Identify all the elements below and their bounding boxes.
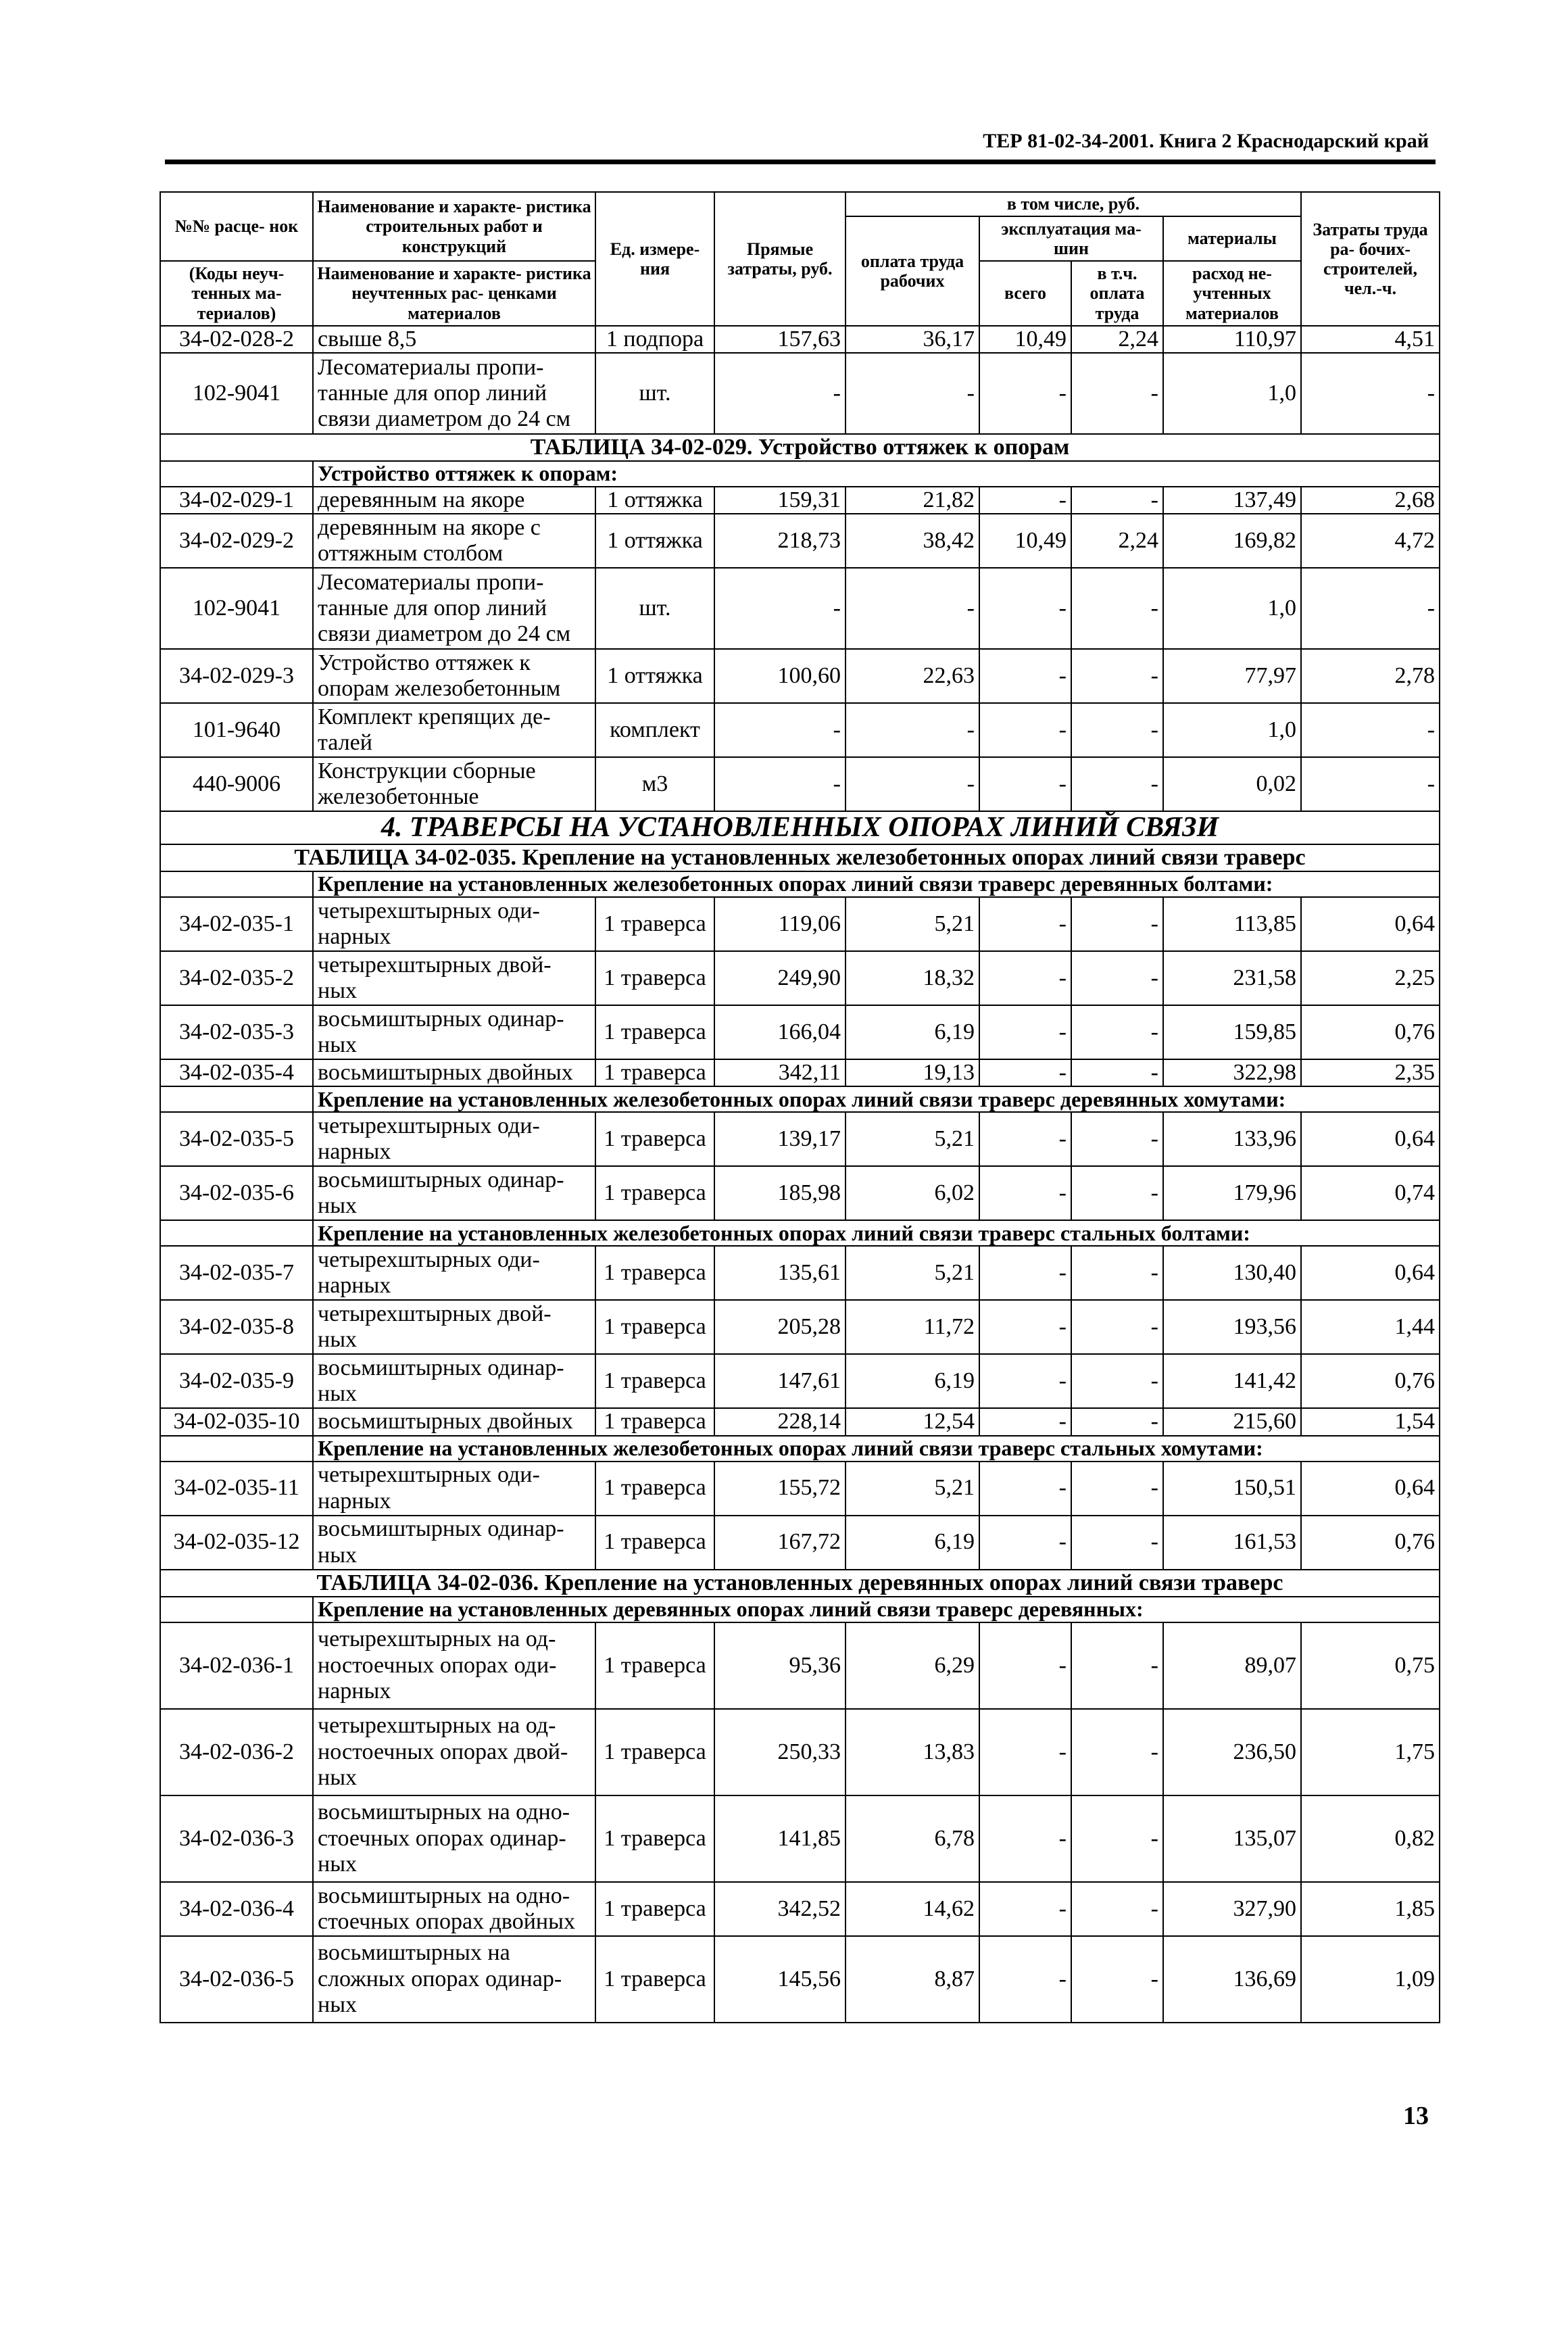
cell-materials: 231,58: [1163, 951, 1301, 1005]
cell-unit: 1 траверса: [595, 1516, 714, 1570]
table-036-subgroup: Крепление на установленных деревянных опорах линий связи траверс деревянных:: [313, 1597, 1440, 1622]
table-row: [160, 1408, 1440, 1435]
cell-unit: 1 траверса: [595, 1936, 714, 2023]
cell-code: 34-02-035-9: [160, 1354, 313, 1408]
cell-machines: -: [979, 1300, 1071, 1354]
cell-name: Лесоматериалы пропи- танные для опор линий связи диаметром до 24 см: [313, 353, 595, 434]
cell-hours: 2,68: [1301, 487, 1440, 514]
cell-machines: -: [979, 1462, 1071, 1516]
cell-direct: 218,73: [714, 514, 846, 568]
table-row: [160, 1709, 1440, 1795]
cell-hours: 4,72: [1301, 514, 1440, 568]
cell-pay: 6,19: [846, 1516, 979, 1570]
cell-name: восьмиштырных на одно- стоечных опорах двойных: [313, 1882, 595, 1936]
cell-machines: -: [979, 1005, 1071, 1059]
cell-unit: 1 оттяжка: [595, 487, 714, 514]
cell-pay: 6,19: [846, 1354, 979, 1408]
cell-hours: -: [1301, 568, 1440, 649]
cell-direct: 166,04: [714, 1005, 846, 1059]
cell-pay: 8,87: [846, 1936, 979, 2023]
subgroup-spacer: [160, 1436, 313, 1462]
cell-hours: 2,25: [1301, 951, 1440, 1005]
cell-code: 34-02-029-2: [160, 514, 313, 568]
table-row: [160, 1059, 1440, 1086]
cell-machines: -: [979, 1166, 1071, 1220]
cell-hours: -: [1301, 757, 1440, 811]
cell-pay: -: [846, 757, 979, 811]
cell-hours: 2,35: [1301, 1059, 1440, 1086]
cell-code: 34-02-035-11: [160, 1462, 313, 1516]
cell-machines: -: [979, 649, 1071, 703]
cell-machines-pay: -: [1071, 703, 1163, 757]
cell-machines: -: [979, 1936, 1071, 2023]
cell-materials: 77,97: [1163, 649, 1301, 703]
cell-direct: 205,28: [714, 1300, 846, 1354]
cell-direct: 100,60: [714, 649, 846, 703]
cell-name: четырехштырных оди- нарных: [313, 1112, 595, 1166]
cell-machines-pay: -: [1071, 1408, 1163, 1435]
cell-pay: 6,02: [846, 1166, 979, 1220]
cell-materials: 137,49: [1163, 487, 1301, 514]
cell-hours: 1,54: [1301, 1408, 1440, 1435]
cell-pay: 5,21: [846, 1246, 979, 1300]
cell-machines: -: [979, 1882, 1071, 1936]
cell-name: четырехштырных на од- ностоечных опорах двой- ных: [313, 1709, 595, 1795]
cell-unit: 1 траверса: [595, 1112, 714, 1166]
cell-machines: -: [979, 1622, 1071, 1709]
cell-hours: 4,51: [1301, 326, 1440, 353]
cell-materials: 193,56: [1163, 1300, 1301, 1354]
cell-machines-pay: -: [1071, 1059, 1163, 1086]
subgroup-spacer: [160, 871, 313, 897]
cell-machines-pay: -: [1071, 1795, 1163, 1882]
cell-machines: -: [979, 1112, 1071, 1166]
cell-direct: -: [714, 568, 846, 649]
cell-direct: -: [714, 353, 846, 434]
running-title: ТЕР 81-02-34-2001. Книга 2 Краснодарский край: [983, 130, 1429, 152]
cell-unit: 1 траверса: [595, 1246, 714, 1300]
cell-code: 34-02-036-2: [160, 1709, 313, 1795]
cell-machines-pay: -: [1071, 1936, 1163, 2023]
cell-materials: 1,0: [1163, 568, 1301, 649]
cell-hours: 1,09: [1301, 1936, 1440, 2023]
cell-name: восьмиштырных одинар- ных: [313, 1354, 595, 1408]
cell-direct: 249,90: [714, 951, 846, 1005]
cell-materials: 215,60: [1163, 1408, 1301, 1435]
col-code-header: №№ расце- нок: [160, 192, 313, 261]
cell-pay: 11,72: [846, 1300, 979, 1354]
cell-machines-pay: -: [1071, 1246, 1163, 1300]
cell-code: 34-02-035-2: [160, 951, 313, 1005]
cell-unit: м3: [595, 757, 714, 811]
cell-machines: -: [979, 1354, 1071, 1408]
cell-name: свыше 8,5: [313, 326, 595, 353]
cell-unit: 1 траверса: [595, 1059, 714, 1086]
cell-hours: 0,64: [1301, 1246, 1440, 1300]
cell-name: Конструкции сборные железобетонные: [313, 757, 595, 811]
cell-unit: 1 оттяжка: [595, 649, 714, 703]
cell-materials: 236,50: [1163, 1709, 1301, 1795]
cell-machines-pay: -: [1071, 757, 1163, 811]
cell-machines: -: [979, 897, 1071, 951]
cell-direct: 119,06: [714, 897, 846, 951]
cell-direct: 139,17: [714, 1112, 846, 1166]
cell-machines-pay: -: [1071, 1300, 1163, 1354]
table-036-title: ТАБЛИЦА 34-02-036. Крепление на установленных деревянных опорах линий связи траверс: [160, 1570, 1440, 1597]
cell-pay: -: [846, 703, 979, 757]
cell-pay: 5,21: [846, 897, 979, 951]
cell-machines-pay: -: [1071, 487, 1163, 514]
cell-code: 34-02-028-2: [160, 326, 313, 353]
cell-unit: 1 оттяжка: [595, 514, 714, 568]
cell-pay: 13,83: [846, 1709, 979, 1795]
cell-machines: -: [979, 487, 1071, 514]
cell-pay: 14,62: [846, 1882, 979, 1936]
table-035-subgroup-2: Крепление на установленных железобетонных опорах линий связи траверс деревянных хомутами:: [313, 1086, 1440, 1112]
subgroup-spacer: [160, 1220, 313, 1246]
cell-materials: 135,07: [1163, 1795, 1301, 1882]
cell-name: восьмиштырных одинар- ных: [313, 1516, 595, 1570]
table-row: [160, 514, 1440, 568]
cell-unit: 1 траверса: [595, 951, 714, 1005]
cell-direct: 145,56: [714, 1936, 846, 2023]
cell-materials: 322,98: [1163, 1059, 1301, 1086]
cell-pay: -: [846, 353, 979, 434]
cell-code: 102-9041: [160, 568, 313, 649]
col-name-sub-header: Наименование и характе- ристика неучтенных рас- ценками материалов: [313, 261, 595, 326]
cell-machines: -: [979, 951, 1071, 1005]
cell-pay: 12,54: [846, 1408, 979, 1435]
cell-materials: 0,02: [1163, 757, 1301, 811]
col-hours-header: Затраты труда ра- бочих- строителей, чел.-ч.: [1301, 192, 1440, 326]
cell-machines-pay: -: [1071, 1516, 1163, 1570]
cell-name: Лесоматериалы пропи- танные для опор линий связи диаметром до 24 см: [313, 568, 595, 649]
cell-pay: 5,21: [846, 1462, 979, 1516]
cell-unit: 1 траверса: [595, 1300, 714, 1354]
table-row: [160, 1462, 1440, 1516]
table-035-subgroup-1: Крепление на установленных железобетонных опорах линий связи траверс деревянных болтами:: [313, 871, 1440, 897]
cell-hours: 0,64: [1301, 897, 1440, 951]
cell-hours: 1,85: [1301, 1882, 1440, 1936]
cell-unit: 1 траверса: [595, 1795, 714, 1882]
cell-name: четырехштырных двой- ных: [313, 1300, 595, 1354]
cell-machines: -: [979, 353, 1071, 434]
table-row: [160, 1936, 1440, 2023]
cell-pay: 18,32: [846, 951, 979, 1005]
cell-machines: -: [979, 1709, 1071, 1795]
col-code-sub-header: (Коды неуч- тенных ма- териалов): [160, 261, 313, 326]
cell-hours: 0,76: [1301, 1005, 1440, 1059]
subgroup-spacer: [160, 1597, 313, 1622]
table-row: [160, 757, 1440, 811]
cell-code: 34-02-035-3: [160, 1005, 313, 1059]
cell-direct: 95,36: [714, 1622, 846, 1709]
table-row: [160, 1112, 1440, 1166]
subgroup-spacer: [160, 1086, 313, 1112]
cell-unit: комплект: [595, 703, 714, 757]
cell-machines: -: [979, 1408, 1071, 1435]
cell-unit: 1 траверса: [595, 1005, 714, 1059]
cell-machines-pay: -: [1071, 951, 1163, 1005]
cell-name: Устройство оттяжек к опорам железобетонным: [313, 649, 595, 703]
cell-direct: 135,61: [714, 1246, 846, 1300]
col-name-header: Наименование и характе- ристика строительных работ и конструкций: [313, 192, 595, 261]
cell-hours: 0,75: [1301, 1622, 1440, 1709]
table-029-title: ТАБЛИЦА 34-02-029. Устройство оттяжек к опорам: [160, 434, 1440, 461]
table-row: [160, 897, 1440, 951]
subgroup-spacer: [160, 461, 313, 487]
cell-pay: 38,42: [846, 514, 979, 568]
cell-name: деревянным на якоре с оттяжным столбом: [313, 514, 595, 568]
table-row: [160, 1166, 1440, 1220]
cell-code: 34-02-036-3: [160, 1795, 313, 1882]
table-row: [160, 1622, 1440, 1709]
cell-code: 34-02-029-1: [160, 487, 313, 514]
cell-machines: -: [979, 1246, 1071, 1300]
cell-hours: 0,64: [1301, 1112, 1440, 1166]
cell-materials: 159,85: [1163, 1005, 1301, 1059]
cell-pay: 6,78: [846, 1795, 979, 1882]
cell-direct: 228,14: [714, 1408, 846, 1435]
cell-materials: 1,0: [1163, 703, 1301, 757]
cell-materials: 89,07: [1163, 1622, 1301, 1709]
cell-unit: 1 траверса: [595, 897, 714, 951]
cell-name: Комплект крепящих де- талей: [313, 703, 595, 757]
cell-code: 34-02-035-8: [160, 1300, 313, 1354]
cell-code: 34-02-035-10: [160, 1408, 313, 1435]
cell-unit: 1 траверса: [595, 1622, 714, 1709]
cell-name: восьмиштырных одинар- ных: [313, 1166, 595, 1220]
table-row: [160, 951, 1440, 1005]
cell-direct: 141,85: [714, 1795, 846, 1882]
cell-code: 34-02-036-4: [160, 1882, 313, 1936]
cell-code: 34-02-035-7: [160, 1246, 313, 1300]
cell-hours: 2,78: [1301, 649, 1440, 703]
header-rule: [165, 160, 1436, 164]
page-number: 13: [1403, 2102, 1429, 2130]
cell-machines-pay: -: [1071, 353, 1163, 434]
cell-name: восьмиштырных двойных: [313, 1408, 595, 1435]
cell-direct: 185,98: [714, 1166, 846, 1220]
cell-machines: -: [979, 1059, 1071, 1086]
cell-materials: 110,97: [1163, 326, 1301, 353]
cell-direct: 159,31: [714, 487, 846, 514]
cell-machines: -: [979, 757, 1071, 811]
cell-machines-pay: -: [1071, 568, 1163, 649]
cell-pay: 36,17: [846, 326, 979, 353]
col-machines-header: эксплуатация ма- шин: [979, 216, 1163, 261]
table-row: [160, 568, 1440, 649]
table-035-subgroup-4: Крепление на установленных железобетонных опорах линий связи траверс стальных хомутами:: [313, 1436, 1440, 1462]
col-materials-header: материалы: [1163, 216, 1301, 261]
cell-machines-pay: -: [1071, 1882, 1163, 1936]
col-direct-header: Прямые затраты, руб.: [714, 192, 846, 326]
table-035-subgroup-3: Крепление на установленных железобетонных опорах линий связи траверс стальных болтами:: [313, 1220, 1440, 1246]
cell-unit: шт.: [595, 568, 714, 649]
cell-name: четырехштырных оди- нарных: [313, 1462, 595, 1516]
cell-machines: -: [979, 703, 1071, 757]
table-row: [160, 353, 1440, 434]
cell-machines-pay: -: [1071, 1709, 1163, 1795]
cell-code: 34-02-035-4: [160, 1059, 313, 1086]
cell-code: 440-9006: [160, 757, 313, 811]
cell-hours: 0,76: [1301, 1516, 1440, 1570]
cell-name: восьмиштырных одинар- ных: [313, 1005, 595, 1059]
cell-unit: шт.: [595, 353, 714, 434]
cell-pay: 22,63: [846, 649, 979, 703]
cell-materials: 130,40: [1163, 1246, 1301, 1300]
col-materials-sub-header: расход не- учтенных материалов: [1163, 261, 1301, 326]
col-machines-total-header: всего: [979, 261, 1071, 326]
cell-unit: 1 траверса: [595, 1408, 714, 1435]
cell-pay: 6,29: [846, 1622, 979, 1709]
cell-direct: 155,72: [714, 1462, 846, 1516]
cell-direct: 342,52: [714, 1882, 846, 1936]
cell-code: 34-02-029-3: [160, 649, 313, 703]
rates-table: [160, 191, 1440, 2023]
table-row: [160, 326, 1440, 353]
table-029-subgroup: Устройство оттяжек к опорам:: [313, 461, 1440, 487]
table-row: [160, 703, 1440, 757]
table-row: [160, 1354, 1440, 1408]
cell-code: 34-02-035-12: [160, 1516, 313, 1570]
cell-machines: -: [979, 1795, 1071, 1882]
cell-materials: 327,90: [1163, 1882, 1301, 1936]
cell-hours: 0,76: [1301, 1354, 1440, 1408]
table-row: [160, 1246, 1440, 1300]
table-row: [160, 1005, 1440, 1059]
cell-code: 34-02-036-5: [160, 1936, 313, 2023]
cell-materials: 136,69: [1163, 1936, 1301, 2023]
cell-direct: -: [714, 757, 846, 811]
col-including-header: в том числе, руб.: [846, 192, 1301, 216]
col-pay-header: оплата труда рабочих: [846, 216, 979, 326]
cell-name: четырехштырных двой- ных: [313, 951, 595, 1005]
cell-code: 101-9640: [160, 703, 313, 757]
cell-name: четырехштырных оди- нарных: [313, 897, 595, 951]
cell-name: восьмиштырных на сложных опорах одинар- ных: [313, 1936, 595, 2023]
cell-materials: 179,96: [1163, 1166, 1301, 1220]
cell-materials: 141,42: [1163, 1354, 1301, 1408]
cell-name: четырехштырных на од- ностоечных опорах оди- нарных: [313, 1622, 595, 1709]
cell-hours: 0,82: [1301, 1795, 1440, 1882]
table-row: [160, 487, 1440, 514]
cell-direct: 157,63: [714, 326, 846, 353]
cell-direct: -: [714, 703, 846, 757]
cell-pay: 19,13: [846, 1059, 979, 1086]
table-row: [160, 1882, 1440, 1936]
cell-machines: -: [979, 568, 1071, 649]
cell-machines-pay: -: [1071, 1462, 1163, 1516]
table-row: [160, 1795, 1440, 1882]
cell-pay: 5,21: [846, 1112, 979, 1166]
cell-name: восьмиштырных двойных: [313, 1059, 595, 1086]
cell-pay: 21,82: [846, 487, 979, 514]
cell-code: 34-02-035-6: [160, 1166, 313, 1220]
cell-machines-pay: -: [1071, 897, 1163, 951]
cell-machines-pay: 2,24: [1071, 326, 1163, 353]
cell-code: 34-02-035-1: [160, 897, 313, 951]
cell-machines-pay: -: [1071, 1622, 1163, 1709]
cell-unit: 1 траверса: [595, 1166, 714, 1220]
cell-machines: 10,49: [979, 326, 1071, 353]
cell-materials: 133,96: [1163, 1112, 1301, 1166]
cell-code: 34-02-035-5: [160, 1112, 313, 1166]
cell-machines-pay: 2,24: [1071, 514, 1163, 568]
cell-machines-pay: -: [1071, 649, 1163, 703]
cell-name: восьмиштырных на одно- стоечных опорах одинар- ных: [313, 1795, 595, 1882]
cell-name: четырехштырных оди- нарных: [313, 1246, 595, 1300]
cell-materials: 161,53: [1163, 1516, 1301, 1570]
cell-materials: 169,82: [1163, 514, 1301, 568]
cell-unit: 1 подпора: [595, 326, 714, 353]
cell-machines-pay: -: [1071, 1166, 1163, 1220]
cell-pay: -: [846, 568, 979, 649]
cell-direct: 147,61: [714, 1354, 846, 1408]
cell-materials: 113,85: [1163, 897, 1301, 951]
table-row: [160, 1516, 1440, 1570]
cell-hours: 1,75: [1301, 1709, 1440, 1795]
cell-materials: 150,51: [1163, 1462, 1301, 1516]
cell-direct: 250,33: [714, 1709, 846, 1795]
cell-hours: -: [1301, 703, 1440, 757]
cell-machines: 10,49: [979, 514, 1071, 568]
cell-unit: 1 траверса: [595, 1354, 714, 1408]
table-035-title: ТАБЛИЦА 34-02-035. Крепление на установленных железобетонных опорах линий связи траверс: [160, 844, 1440, 871]
cell-machines-pay: -: [1071, 1112, 1163, 1166]
table-row: [160, 1300, 1440, 1354]
cell-name: деревянным на якоре: [313, 487, 595, 514]
cell-code: 102-9041: [160, 353, 313, 434]
cell-hours: 0,64: [1301, 1462, 1440, 1516]
cell-machines-pay: -: [1071, 1354, 1163, 1408]
cell-direct: 342,11: [714, 1059, 846, 1086]
cell-unit: 1 траверса: [595, 1882, 714, 1936]
cell-pay: 6,19: [846, 1005, 979, 1059]
cell-code: 34-02-036-1: [160, 1622, 313, 1709]
section-title: 4. ТРАВЕРСЫ НА УСТАНОВЛЕННЫХ ОПОРАХ ЛИНИЙ СВЯЗИ: [160, 811, 1440, 844]
cell-machines: -: [979, 1516, 1071, 1570]
cell-hours: 0,74: [1301, 1166, 1440, 1220]
cell-unit: 1 траверса: [595, 1462, 714, 1516]
cell-hours: -: [1301, 353, 1440, 434]
cell-unit: 1 траверса: [595, 1709, 714, 1795]
col-machines-pay-header: в т.ч. оплата труда: [1071, 261, 1163, 326]
cell-machines-pay: -: [1071, 1005, 1163, 1059]
cell-hours: 1,44: [1301, 1300, 1440, 1354]
col-unit-header: Ед. измере- ния: [595, 192, 714, 326]
table-row: [160, 649, 1440, 703]
cell-direct: 167,72: [714, 1516, 846, 1570]
cell-materials: 1,0: [1163, 353, 1301, 434]
